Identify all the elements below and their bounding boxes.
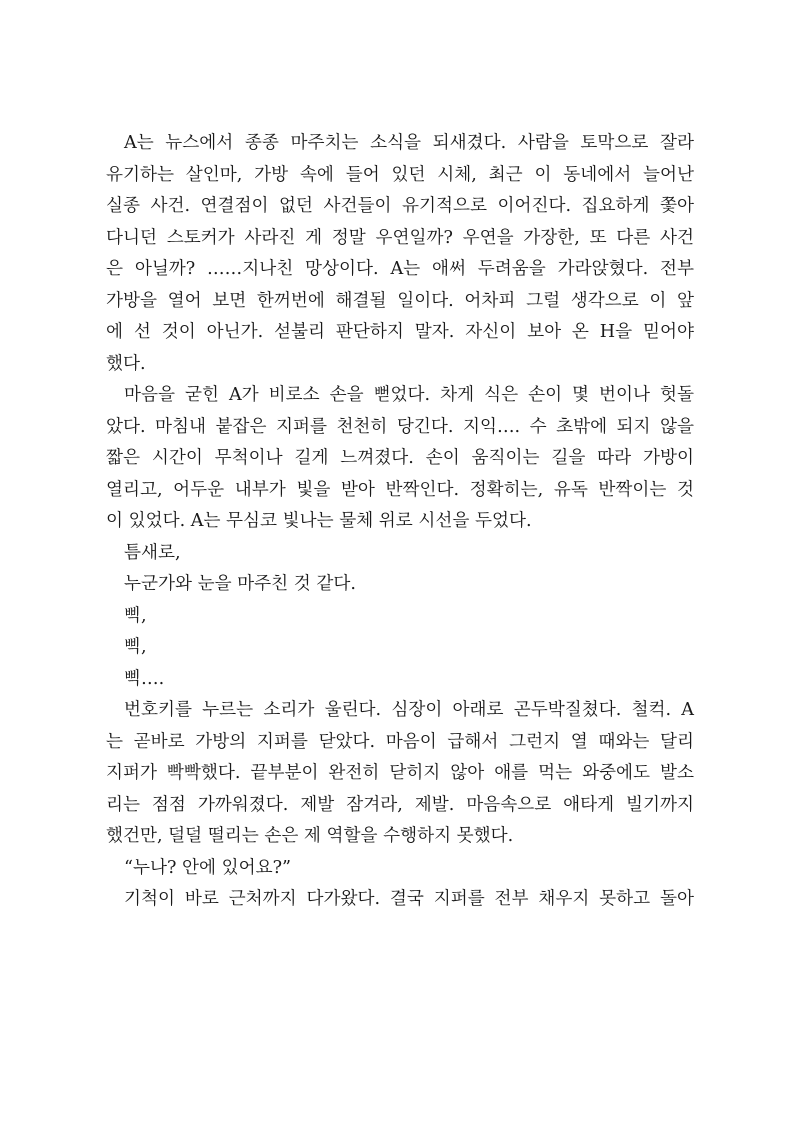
- text-line: 누군가와 눈을 마주친 것 같다.: [124, 574, 356, 594]
- text-line: 삑,: [124, 605, 147, 626]
- text-line: 다니던 스토커가 사라진 게 정말 우연일까? 우연을 가장한, 또 다른 사건: [106, 227, 694, 248]
- text-line: 는 곧바로 가방의 지퍼를 닫았다. 마음이 급해서 그런지 열 때와는 달리: [106, 731, 694, 752]
- text-line: 삑,: [124, 637, 147, 657]
- text-line: 틈새로,: [124, 542, 181, 563]
- text-line: 했다.: [106, 353, 146, 374]
- text-line: 기척이 바로 근처까지 다가왔다. 결국 지퍼를 전부 채우지 못하고 돌아: [124, 889, 694, 909]
- text-line: “누나? 안에 있어요?”: [124, 857, 292, 878]
- text-line: 가방을 열어 보면 한꺼번에 해결될 일이다. 어차피 그럴 생각으로 이 앞: [106, 290, 694, 311]
- text-line: 에 선 것이 아닌가. 섣불리 판단하지 말자. 자신이 보아 온 H을 믿어야: [106, 322, 694, 342]
- text-line: 마음을 굳힌 A가 비로소 손을 뻗었다. 차게 식은 손이 몇 번이나 헛돌: [124, 385, 694, 405]
- text-line: 리는 점점 가까워졌다. 제발 잠겨라, 제발. 마음속으로 애타게 빌기까지: [106, 794, 694, 815]
- text-line: 번호키를 누르는 소리가 울린다. 심장이 아래로 곤두박질쳤다. 철컥. A: [124, 700, 694, 720]
- text-line: 이 있었다. A는 무심코 빛나는 물체 위로 시선을 두었다.: [106, 511, 532, 531]
- text-line: 짧은 시간이 무척이나 길게 느껴졌다. 손이 움직이는 길을 따라 가방이: [106, 448, 694, 468]
- text-line: 실종 사건. 연결점이 없던 사건들이 유기적으로 이어진다. 집요하게 쫓아: [106, 196, 694, 216]
- text-line: A는 뉴스에서 종종 마주치는 소식을 되새겼다. 사람을 토막으로 잘라: [124, 133, 694, 153]
- text-line: 았다. 마침내 붙잡은 지퍼를 천천히 당긴다. 지익…. 수 초밖에 되지 않을: [106, 416, 694, 437]
- text-line: 삑….: [124, 668, 165, 689]
- document-body: [106, 128, 694, 916]
- text-line: 은 아닐까? ……지나친 망상이다. A는 애써 두려움을 가라앉혔다. 전부: [106, 259, 694, 279]
- text-line: 유기하는 살인마, 가방 속에 들어 있던 시체, 최근 이 동네에서 늘어난: [106, 164, 694, 185]
- text-line: 열리고, 어두운 내부가 빛을 받아 반짝인다. 정확히는, 유독 반짝이는 것: [106, 479, 694, 500]
- text-line: 했건만, 덜덜 떨리는 손은 제 역할을 수행하지 못했다.: [106, 826, 514, 846]
- text-line: 지퍼가 빡빡했다. 끝부분이 완전히 닫히지 않아 애를 먹는 와중에도 발소: [106, 763, 694, 783]
